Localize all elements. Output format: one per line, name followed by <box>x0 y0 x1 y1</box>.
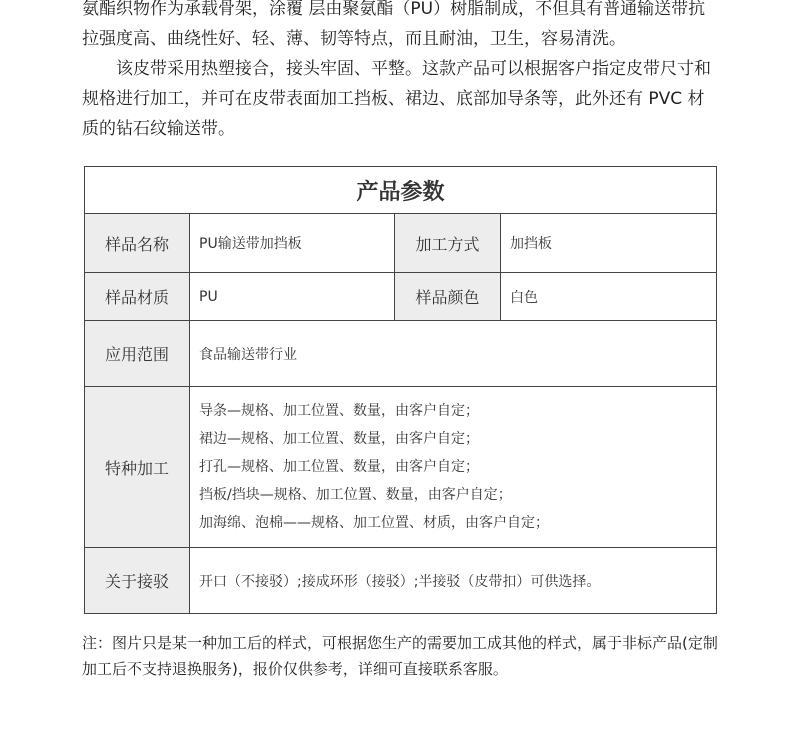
application-label: 应用范围 <box>85 321 190 387</box>
process-value: 加挡板 <box>501 214 717 273</box>
special-item: 裙边—规格、加工位置、数量，由客户自定； <box>199 431 479 447</box>
table-row <box>85 387 717 548</box>
application-value: 食品输送带行业 <box>190 321 717 387</box>
product-params-table <box>84 166 717 614</box>
special-item: 打孔—规格、加工位置、数量，由客户自定； <box>199 459 479 475</box>
process-label: 加工方式 <box>395 214 501 273</box>
sample-name-label: 样品名称 <box>85 214 190 273</box>
special-item: 导条—规格、加工位置、数量，由客户自定； <box>199 403 479 419</box>
sample-name-value: PU输送带加挡板 <box>190 214 395 273</box>
material-value: PU <box>190 273 395 321</box>
special-label: 特种加工 <box>85 387 190 548</box>
table-row <box>85 214 717 273</box>
note-text: 注：图片只是某一种加工后的样式，可根据您生产的需要加工成其他的样式，属于非标产品(定制加工后不支持退换服务)，报价仅供参考，详细可直接联系客服。 <box>82 634 718 678</box>
color-value: 白色 <box>501 273 717 321</box>
table-row <box>85 273 717 321</box>
special-list <box>190 387 717 548</box>
intro-text <box>82 0 718 144</box>
material-label: 样品材质 <box>85 273 190 321</box>
table-title: 产品参数 <box>85 167 717 214</box>
table-row <box>85 321 717 387</box>
intro-paragraph-1: 氨酯织物作为承载骨架，涂覆 层由聚氨酯（PU）树脂制成，不但具有普通输送带抗拉强度高、曲绕性好、轻、薄、韧等特点，而且耐油，卫生，容易清洗。 <box>82 0 706 49</box>
joint-label: 关于接驳 <box>85 548 190 614</box>
intro-paragraph-2: 该皮带采用热塑接合，接头牢固、平整。这款产品可以根据客户指定皮带尺寸和规格进行加工，并可在皮带表面加工挡板、裙边、底部加导条等，此外还有 PVC 材质的钻石纹输送带。 <box>82 59 711 139</box>
table-row <box>85 548 717 614</box>
special-item: 挡板/挡块—规格、加工位置、数量，由客户自定； <box>199 487 512 503</box>
special-item: 加海绵、泡棉——规格、加工位置、材质，由客户自定； <box>199 515 549 531</box>
color-label: 样品颜色 <box>395 273 501 321</box>
joint-value: 开口（不接驳）;接成环形（接驳）;半接驳（皮带扣）可供选择。 <box>190 548 717 614</box>
